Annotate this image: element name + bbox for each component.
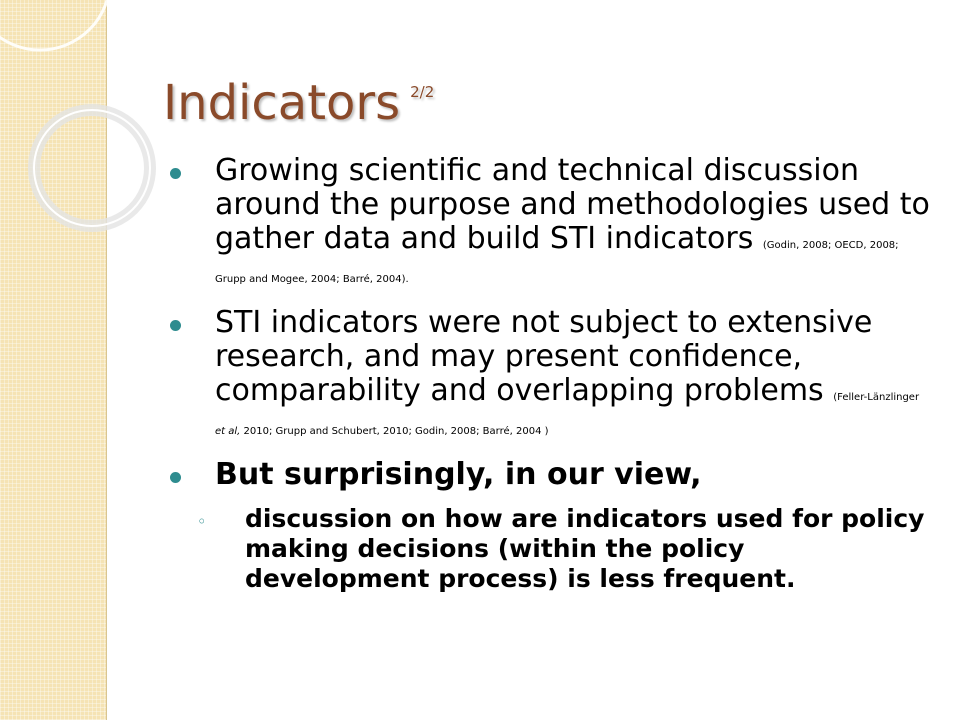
bullet-item (170, 458, 930, 492)
bullet-item (170, 306, 930, 442)
bullet-item (170, 154, 930, 290)
bullet-reference: (Godin, 2008; OECD, 2008; Grupp and Mogee, 2004; Barré, 2004). (215, 240, 899, 285)
reference-italic: et al, (215, 426, 241, 437)
decorative-side-band (0, 0, 107, 720)
reference-part: 2010; Grupp and Schubert, 2010; Godin, 2008; Barré, 2004 ) (240, 426, 549, 437)
slide-title (163, 62, 434, 133)
bullet-dot-icon (170, 168, 181, 179)
reference-part: (Feller-Länzlinger (833, 392, 920, 403)
bullet-text: Growing scientific and technical discussion around the purpose and methodologies used to gather data and build STI indicators (215, 153, 930, 256)
sub-bullet-item (170, 504, 930, 594)
slide-title-page: 2/2 (410, 83, 435, 101)
bullet-dot-icon (170, 472, 181, 483)
ring-bullet-icon: ◦ (197, 512, 207, 531)
bullet-text: But surprisingly, in our view, (215, 457, 702, 492)
slide-title-text: Indicators (163, 75, 401, 131)
sub-bullet-text: discussion on how are indicators used for policy making decisions (within the policy development process) is less frequent. (245, 504, 925, 593)
bullet-list (170, 154, 930, 594)
bullet-dot-icon (170, 320, 181, 331)
bullet-text: STI indicators were not subject to extensive research, and may present confidence, comparability and overlapping problems (215, 305, 873, 408)
